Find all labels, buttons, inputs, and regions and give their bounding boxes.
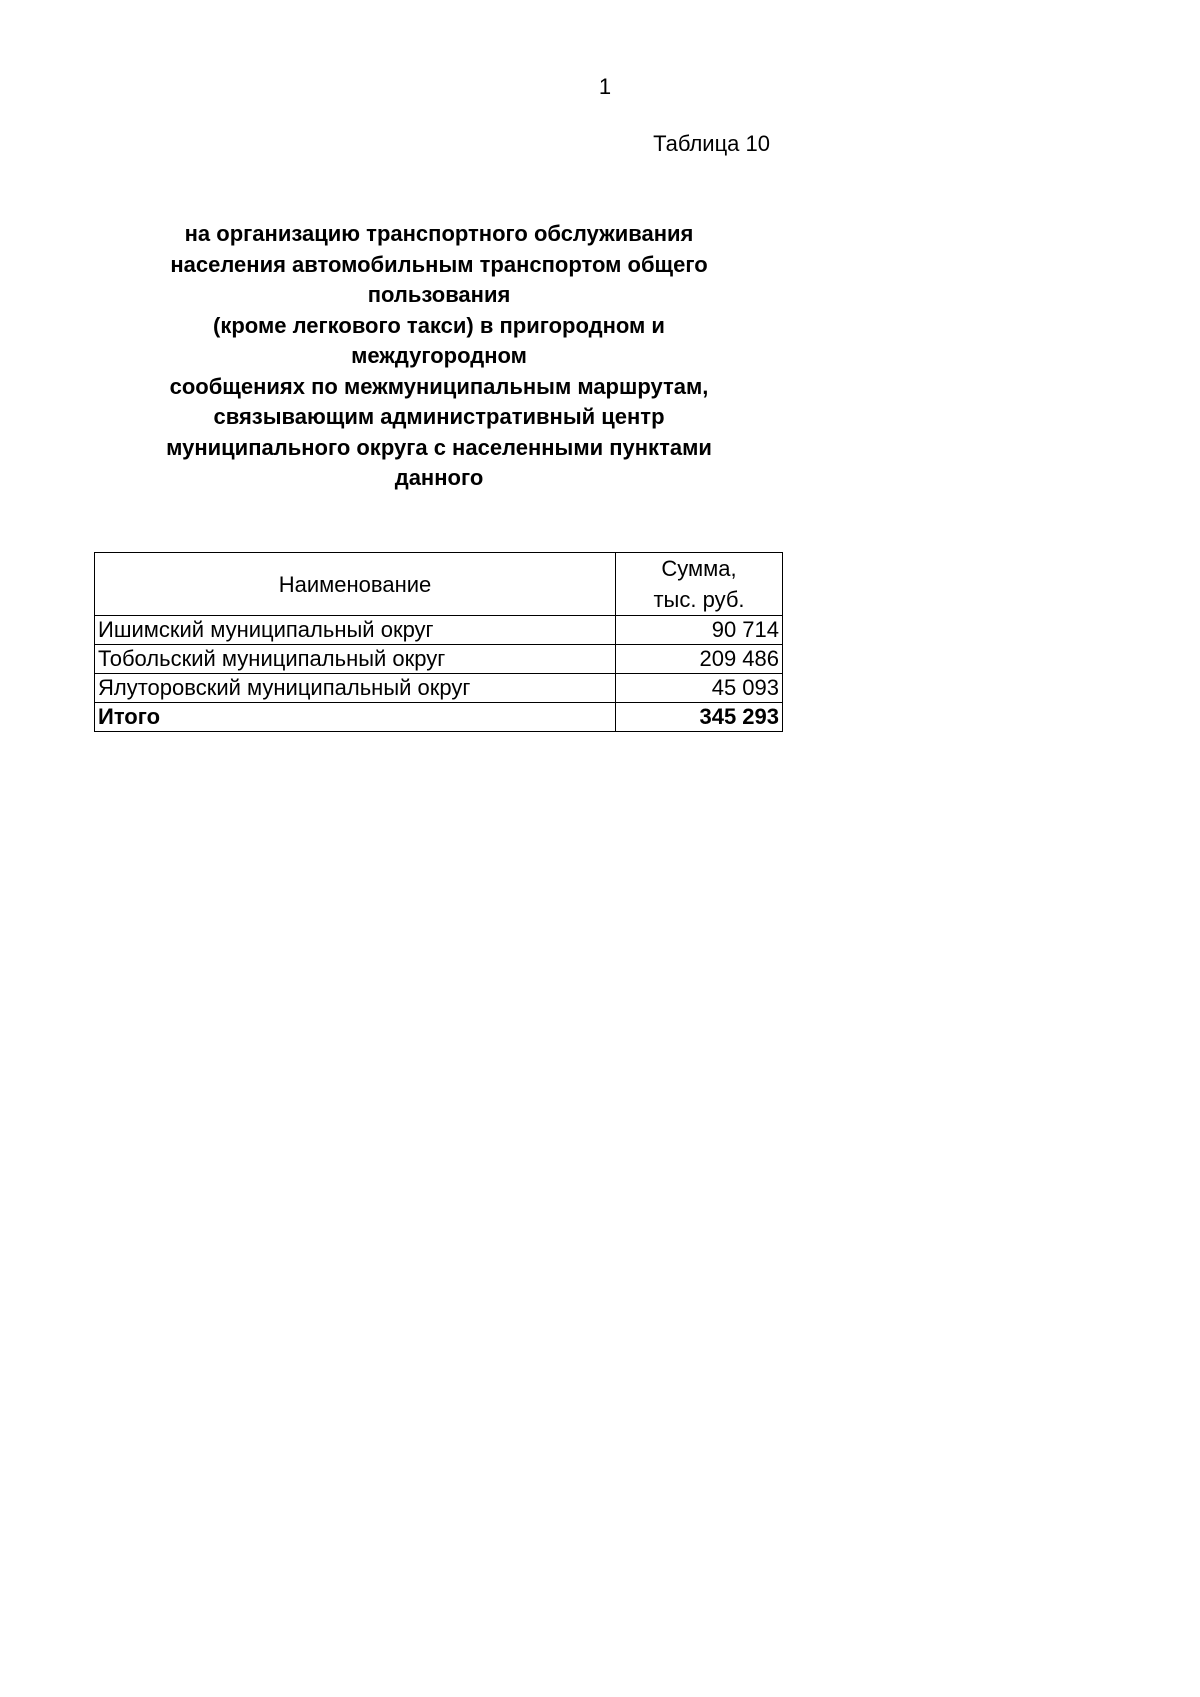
title-line: населения автомобильным транспортом общего — [170, 251, 708, 277]
table-label: Таблица 10 — [653, 131, 770, 156]
column-header-name: Наименование — [95, 553, 616, 616]
table-header-row — [95, 553, 783, 616]
row-sum: 209 486 — [616, 645, 783, 674]
title-line: (кроме легкового такси) в пригородном и — [213, 312, 665, 338]
title-line: междугородном — [351, 343, 527, 368]
column-header-sum-line1: Сумма, — [661, 556, 737, 581]
row-sum: 45 093 — [616, 674, 783, 703]
row-name: Тобольский муниципальный округ — [95, 645, 616, 674]
title-line: данного — [394, 465, 484, 490]
column-header-sum-line2: тыс. руб. — [653, 587, 745, 612]
row-sum: 90 714 — [616, 616, 783, 645]
allocation-table — [94, 552, 783, 732]
total-row — [95, 703, 783, 732]
page-number: 1 — [598, 74, 612, 99]
table-row — [95, 645, 783, 674]
table-row — [95, 616, 783, 645]
table-row — [95, 674, 783, 703]
title-line: сообщениях по межмуниципальным маршрутам, — [169, 373, 709, 399]
column-header-sum — [616, 553, 783, 616]
total-sum: 345 293 — [616, 703, 783, 732]
document-title — [94, 219, 784, 494]
title-line: связывающим административный центр — [213, 404, 665, 429]
title-line: муниципального округа с населенными пунктами — [166, 434, 712, 460]
title-line: на организацию транспортного обслуживания — [184, 221, 694, 246]
total-label: Итого — [95, 703, 616, 732]
row-name: Ишимский муниципальный округ — [95, 616, 616, 645]
row-name: Ялуторовский муниципальный округ — [95, 674, 616, 703]
title-line: пользования — [367, 282, 511, 307]
